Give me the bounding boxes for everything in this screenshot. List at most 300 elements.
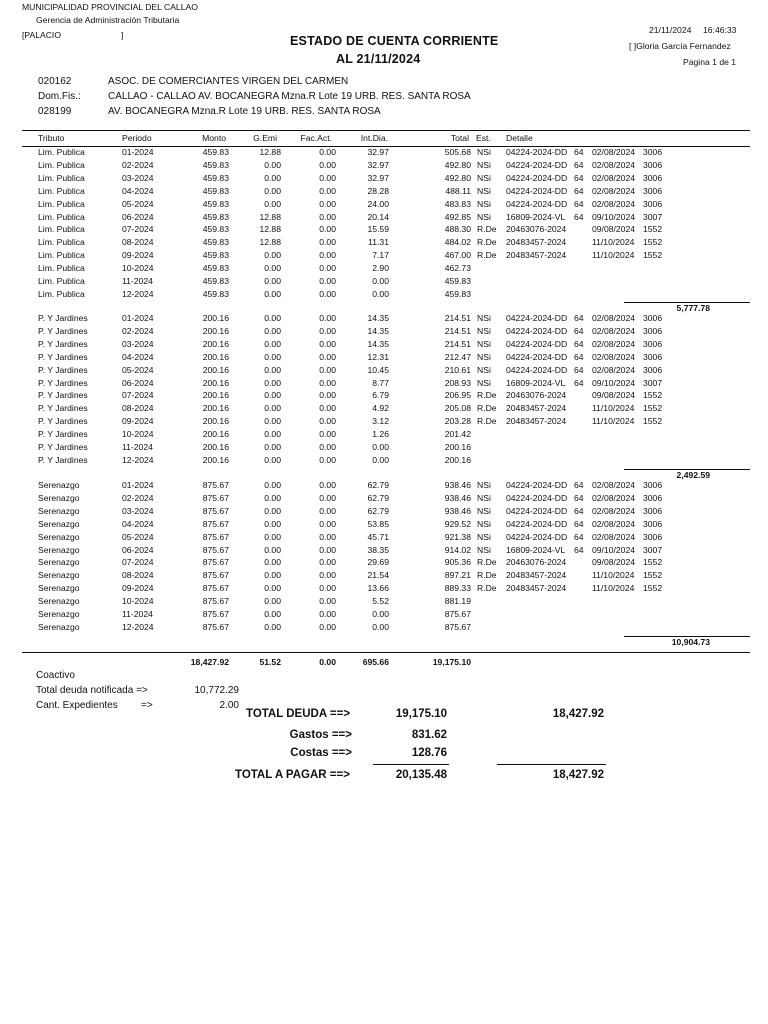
cell-monto: 875.67 [202, 518, 229, 529]
cell-detail-num: 3006 [643, 159, 663, 170]
cell-tributo: P. Y Jardines [38, 403, 88, 414]
cell-document: 04224-2024-DD [506, 147, 568, 157]
cell-tributo: Lim. Publica [38, 185, 85, 196]
cell-code: 64 [574, 364, 584, 375]
cell-tributo: Lim. Publica [38, 288, 85, 299]
cell-total: 205.08 [444, 403, 471, 414]
cell-int-dia: 20.14 [367, 211, 389, 222]
cell-fac-act: 0.00 [319, 390, 336, 401]
cell-g-emi: 0.00 [264, 531, 281, 542]
cell-detail-date: 02/08/2024 [592, 364, 636, 375]
cell-int-dia: 8.77 [372, 377, 389, 388]
cell-fac-act: 0.00 [319, 416, 336, 427]
cell-g-emi: 0.00 [264, 492, 281, 503]
cell-detail-date: 02/08/2024 [592, 338, 636, 349]
cell-fac-act: 0.00 [319, 621, 336, 632]
coactivo-label: Coactivo [36, 670, 75, 681]
cell-g-emi: 0.00 [264, 390, 281, 401]
print-time: 16:46:33 [703, 25, 737, 35]
total-rule-right [497, 764, 606, 765]
cell-tributo: Lim. Publica [38, 263, 85, 274]
cell-int-dia: 32.97 [367, 159, 389, 170]
cell-total: 492.80 [444, 159, 471, 170]
cell-code: 64 [574, 211, 584, 222]
cell-monto: 875.67 [202, 557, 229, 568]
grand-total-rule [22, 652, 750, 653]
cell-int-dia: 4.92 [372, 403, 389, 414]
cell-total: 875.67 [444, 609, 471, 619]
table-row [0, 352, 768, 365]
cell-g-emi: 0.00 [264, 185, 281, 196]
cell-total: 483.83 [444, 198, 471, 209]
table-row [0, 237, 768, 250]
cell-monto: 200.16 [202, 351, 229, 362]
cell-int-dia: 62.79 [367, 492, 389, 503]
cell-document: 20483457-2024 [506, 583, 567, 594]
cell-g-emi: 0.00 [264, 250, 281, 261]
cell-total: 200.16 [444, 442, 471, 452]
cell-total: 208.93 [444, 377, 471, 388]
cell-int-dia: 0.00 [372, 454, 389, 465]
cell-document: 04224-2024-DD [506, 492, 568, 503]
cell-monto: 459.83 [202, 276, 229, 286]
cell-g-emi: 0.00 [264, 351, 281, 362]
cell-detail-date: 02/08/2024 [592, 492, 636, 503]
cell-total: 492.85 [444, 211, 471, 222]
cell-detail-num: 3007 [643, 544, 663, 555]
cell-estado: NSi [477, 364, 491, 375]
cell-periodo: 01-2024 [122, 313, 154, 323]
cell-total: 200.16 [444, 454, 471, 465]
cell-total: 505.68 [444, 147, 471, 157]
cell-total: 492.80 [444, 172, 471, 183]
cell-estado: R.De [477, 557, 497, 568]
cell-int-dia: 32.97 [367, 147, 389, 157]
cell-estado: R.De [477, 224, 497, 235]
cell-periodo: 10-2024 [122, 596, 154, 607]
cell-document: 16809-2024-VL [506, 544, 566, 555]
cell-periodo: 09-2024 [122, 250, 154, 261]
cell-monto: 459.83 [202, 159, 229, 170]
cell-code: 64 [574, 544, 584, 555]
cell-estado: NSi [477, 159, 491, 170]
cell-tributo: Serenazgo [38, 492, 80, 503]
cell-periodo: 04-2024 [122, 185, 154, 196]
cell-tributo: P. Y Jardines [38, 442, 88, 452]
cell-document: 04224-2024-DD [506, 505, 568, 516]
cell-estado: R.De [477, 570, 497, 581]
cell-detail-date: 09/10/2024 [592, 544, 636, 555]
cell-periodo: 11-2024 [122, 442, 153, 452]
user-name: [ ]Gloria García Fernandez [629, 41, 731, 51]
cell-total: 201.42 [444, 429, 471, 440]
cell-total: 484.02 [444, 237, 471, 248]
cell-code: 64 [574, 531, 584, 542]
cell-detail-num: 3007 [643, 377, 663, 388]
fiscal-address-value: CALLAO - CALLAO AV. BOCANEGRA Mzna.R Lote 19 URB. RES. SANTA ROSA [108, 91, 471, 102]
cell-total: 462.73 [444, 263, 471, 274]
cell-document: 16809-2024-VL [506, 211, 566, 222]
group-subtotal: 5,777.78 [676, 303, 710, 313]
department-name: Gerencia de Administración Tributaria [36, 15, 180, 25]
cell-tributo: Lim. Publica [38, 250, 85, 261]
cell-tributo: Serenazgo [38, 480, 80, 490]
cell-int-dia: 62.79 [367, 505, 389, 516]
cell-monto: 200.16 [202, 377, 229, 388]
cell-g-emi: 0.00 [264, 403, 281, 414]
cell-fac-act: 0.00 [319, 313, 336, 323]
cell-int-dia: 13.66 [367, 583, 389, 594]
cell-detail-num: 3007 [643, 211, 663, 222]
cell-monto: 875.67 [202, 621, 229, 632]
table-row [0, 570, 768, 583]
total-to-pay-label: TOTAL A PAGAR ==> [235, 769, 350, 781]
cell-g-emi: 0.00 [264, 596, 281, 607]
cell-tributo: Serenazgo [38, 583, 80, 594]
cell-periodo: 03-2024 [122, 505, 154, 516]
cell-detail-num: 3006 [643, 492, 663, 503]
cell-tributo: Serenazgo [38, 505, 80, 516]
cell-fac-act: 0.00 [319, 596, 336, 607]
expenses-label: Gastos ==> [289, 729, 352, 741]
cell-int-dia: 53.85 [367, 518, 389, 529]
cell-monto: 200.16 [202, 325, 229, 336]
table-row [0, 403, 768, 416]
cell-g-emi: 12.88 [259, 211, 281, 222]
cell-tributo: Serenazgo [38, 557, 80, 568]
cell-tributo: P. Y Jardines [38, 377, 88, 388]
cell-int-dia: 5.52 [372, 596, 389, 607]
cell-monto: 875.67 [202, 492, 229, 503]
cell-monto: 875.67 [202, 505, 229, 516]
cell-monto: 875.67 [202, 583, 229, 594]
cell-total: 488.30 [444, 224, 471, 235]
office-label: [PALACIO [22, 30, 62, 40]
cell-tributo: Serenazgo [38, 570, 80, 581]
cell-periodo: 11-2024 [122, 609, 153, 619]
cell-fac-act: 0.00 [319, 557, 336, 568]
cell-int-dia: 14.35 [367, 338, 389, 349]
table-row [0, 339, 768, 352]
cell-estado: NSi [477, 313, 491, 323]
cell-monto: 459.83 [202, 263, 229, 274]
cell-monto: 459.83 [202, 250, 229, 261]
total-to-pay-value-b: 18,427.92 [552, 769, 604, 781]
cell-fac-act: 0.00 [319, 505, 336, 516]
cell-periodo: 01-2024 [122, 480, 154, 490]
cell-code: 64 [574, 505, 584, 516]
cell-g-emi: 0.00 [264, 288, 281, 299]
cell-detail-num: 1552 [643, 416, 663, 427]
cell-estado: R.De [477, 250, 497, 261]
cell-total: 897.21 [444, 570, 471, 581]
property-code: 028199 [38, 106, 72, 117]
table-row [0, 173, 768, 186]
cell-tributo: P. Y Jardines [38, 454, 88, 465]
cell-int-dia: 7.17 [372, 250, 389, 261]
cell-total: 488.11 [445, 185, 471, 196]
cell-int-dia: 10.45 [367, 364, 389, 375]
cell-detail-num: 3006 [643, 338, 663, 349]
cell-monto: 200.16 [202, 313, 229, 323]
cell-int-dia: 1.26 [372, 429, 389, 440]
cell-detail-num: 3006 [643, 172, 663, 183]
cell-int-dia: 0.00 [372, 288, 389, 299]
cell-periodo: 01-2024 [122, 147, 154, 157]
costs-value: 128.76 [411, 747, 447, 759]
table-top-rule [22, 130, 750, 131]
cell-g-emi: 12.88 [259, 147, 281, 157]
cell-estado: R.De [477, 237, 497, 248]
table-row [0, 199, 768, 212]
expenses-value: 831.62 [411, 729, 447, 741]
cell-detail-num: 3006 [643, 531, 663, 542]
cell-fac-act: 0.00 [319, 480, 336, 490]
cell-document: 04224-2024-DD [506, 480, 568, 490]
cell-monto: 200.16 [202, 454, 229, 465]
cell-document: 20463076-2024 [506, 390, 567, 401]
cell-fac-act: 0.00 [319, 492, 336, 503]
cell-document: 04224-2024-DD [506, 338, 568, 349]
notified-debt-value: 10,772.29 [194, 685, 239, 696]
cell-fac-act: 0.00 [319, 609, 336, 619]
cell-tributo: Lim. Publica [38, 237, 85, 248]
table-row [0, 442, 768, 455]
cell-monto: 459.83 [202, 288, 229, 299]
cell-periodo: 06-2024 [122, 377, 154, 388]
cell-int-dia: 0.00 [372, 442, 389, 452]
cell-fac-act: 0.00 [319, 237, 336, 248]
cell-monto: 459.83 [202, 198, 229, 209]
cell-fac-act: 0.00 [319, 518, 336, 529]
cell-int-dia: 24.00 [367, 198, 389, 209]
cell-document: 04224-2024-DD [506, 185, 568, 196]
table-row [0, 326, 768, 339]
cell-detail-num: 1552 [643, 403, 663, 414]
cell-g-emi: 0.00 [264, 621, 281, 632]
cell-tributo: Serenazgo [38, 609, 80, 619]
cell-tributo: Serenazgo [38, 531, 80, 542]
cell-fac-act: 0.00 [319, 288, 336, 299]
fiscal-address-label: Dom.Fis.: [38, 91, 81, 102]
cell-document: 20483457-2024 [506, 237, 567, 248]
cell-monto: 459.83 [202, 172, 229, 183]
cell-detail-date: 11/10/2024 [592, 237, 635, 248]
cell-g-emi: 0.00 [264, 442, 281, 452]
column-header: Int.Dia. [360, 133, 388, 143]
cell-document: 04224-2024-DD [506, 351, 568, 362]
cell-periodo: 09-2024 [122, 416, 154, 427]
cell-tributo: Lim. Publica [38, 198, 85, 209]
cell-detail-date: 11/10/2024 [592, 583, 635, 594]
cell-int-dia: 21.54 [367, 570, 389, 581]
cell-document: 20483457-2024 [506, 416, 567, 427]
grand-monto: 18,427.92 [190, 657, 229, 667]
total-debt-label: TOTAL DEUDA ==> [246, 708, 351, 720]
cell-fac-act: 0.00 [319, 364, 336, 375]
cell-g-emi: 0.00 [264, 313, 281, 323]
cell-tributo: Lim. Publica [38, 147, 85, 157]
cell-detail-date: 11/10/2024 [592, 250, 635, 261]
cell-estado: R.De [477, 390, 497, 401]
cell-detail-date: 11/10/2024 [592, 570, 635, 581]
cell-tributo: Lim. Publica [38, 172, 85, 183]
cell-estado: NSi [477, 492, 491, 503]
cell-periodo: 09-2024 [122, 583, 154, 594]
files-count-value: 2.00 [219, 700, 239, 711]
cell-fac-act: 0.00 [319, 250, 336, 261]
cell-detail-date: 02/08/2024 [592, 505, 636, 516]
cell-periodo: 02-2024 [122, 492, 154, 503]
cell-total: 889.33 [444, 583, 471, 594]
cell-estado: NSi [477, 338, 491, 349]
cell-detail-date: 02/08/2024 [592, 147, 636, 157]
table-row [0, 186, 768, 199]
page-number: Pagina 1 de 1 [683, 57, 737, 67]
cell-g-emi: 0.00 [264, 263, 281, 274]
cell-periodo: 02-2024 [122, 159, 154, 170]
cell-periodo: 06-2024 [122, 211, 154, 222]
cell-code: 64 [574, 492, 584, 503]
table-row [0, 545, 768, 558]
cell-code: 64 [574, 325, 584, 336]
document-title: ESTADO DE CUENTA CORRIENTE [290, 34, 499, 48]
cell-g-emi: 0.00 [264, 557, 281, 568]
cell-detail-date: 09/08/2024 [592, 224, 636, 235]
cell-fac-act: 0.00 [319, 224, 336, 235]
cell-estado: NSi [477, 185, 491, 196]
grand-total: 19,175.10 [432, 657, 471, 667]
total-debt-value: 19,175.10 [395, 708, 447, 720]
cell-document: 04224-2024-DD [506, 325, 568, 336]
cell-document: 04224-2024-DD [506, 313, 568, 323]
cell-g-emi: 12.88 [259, 224, 281, 235]
cell-monto: 200.16 [202, 364, 229, 375]
cell-code: 64 [574, 480, 584, 490]
cell-tributo: Serenazgo [38, 518, 80, 529]
column-header: Monto [202, 133, 226, 143]
table-row [0, 429, 768, 442]
cell-tributo: P. Y Jardines [38, 429, 88, 440]
cell-detail-num: 3006 [643, 364, 663, 375]
grand-intdia: 695.66 [362, 657, 389, 667]
cell-detail-num: 3006 [643, 351, 663, 362]
group-subtotal: 10,904.73 [671, 637, 710, 647]
cell-estado: NSi [477, 325, 491, 336]
cell-fac-act: 0.00 [319, 159, 336, 170]
cell-estado: NSi [477, 505, 491, 516]
cell-detail-date: 02/08/2024 [592, 325, 636, 336]
cell-g-emi: 0.00 [264, 570, 281, 581]
cell-detail-num: 1552 [643, 557, 663, 568]
cell-estado: NSi [477, 377, 491, 388]
cell-estado: NSi [477, 198, 491, 209]
cell-total: 210.61 [444, 364, 471, 375]
cell-fac-act: 0.00 [319, 147, 336, 157]
cell-int-dia: 45.71 [367, 531, 389, 542]
cell-monto: 459.83 [202, 224, 229, 235]
cell-document: 04224-2024-DD [506, 518, 568, 529]
cell-document: 20463076-2024 [506, 557, 567, 568]
table-row [0, 147, 768, 160]
cell-estado: NSi [477, 518, 491, 529]
cell-total: 905.36 [444, 557, 471, 568]
column-header: Est. [476, 133, 491, 143]
cell-periodo: 10-2024 [122, 429, 154, 440]
cell-total: 214.51 [444, 325, 471, 336]
table-row [0, 583, 768, 596]
cell-g-emi: 12.88 [259, 237, 281, 248]
cell-g-emi: 0.00 [264, 377, 281, 388]
files-count-label: Cant. Expedientes [36, 700, 118, 711]
cell-int-dia: 28.28 [367, 185, 389, 196]
cell-monto: 200.16 [202, 390, 229, 401]
cell-g-emi: 0.00 [264, 583, 281, 594]
table-row [0, 365, 768, 378]
cell-detail-date: 11/10/2024 [592, 403, 635, 414]
cell-g-emi: 0.00 [264, 276, 281, 286]
cell-tributo: Serenazgo [38, 621, 80, 632]
cell-fac-act: 0.00 [319, 172, 336, 183]
column-header: G.Emi [253, 133, 277, 143]
cell-total: 214.51 [444, 338, 471, 349]
cell-int-dia: 62.79 [367, 480, 389, 490]
cell-detail-date: 09/10/2024 [592, 211, 636, 222]
cell-tributo: Serenazgo [38, 544, 80, 555]
cell-g-emi: 0.00 [264, 198, 281, 209]
table-row [0, 416, 768, 429]
cell-document: 04224-2024-DD [506, 531, 568, 542]
cell-g-emi: 0.00 [264, 338, 281, 349]
table-row [0, 506, 768, 519]
cell-detail-num: 3006 [643, 505, 663, 516]
cell-total: 875.67 [444, 621, 471, 632]
cell-detail-num: 3006 [643, 325, 663, 336]
office-bracket: ] [121, 30, 124, 40]
cell-monto: 875.67 [202, 544, 229, 555]
table-row [0, 455, 768, 468]
cell-periodo: 05-2024 [122, 364, 154, 375]
cell-periodo: 06-2024 [122, 544, 154, 555]
cell-total: 206.95 [444, 390, 471, 401]
column-header: Fac.Act. [300, 133, 332, 143]
cell-monto: 200.16 [202, 403, 229, 414]
cell-document: 04224-2024-DD [506, 172, 568, 183]
cell-g-emi: 0.00 [264, 609, 281, 619]
cell-monto: 875.67 [202, 596, 229, 607]
cell-detail-num: 3006 [643, 518, 663, 529]
cell-detail-date: 02/08/2024 [592, 185, 636, 196]
cell-g-emi: 0.00 [264, 159, 281, 170]
cell-detail-num: 1552 [643, 224, 663, 235]
total-debt-value-b: 18,427.92 [552, 708, 604, 720]
cell-tributo: P. Y Jardines [38, 416, 88, 427]
cell-tributo: P. Y Jardines [38, 351, 88, 362]
cell-code: 64 [574, 159, 584, 170]
property-address: AV. BOCANEGRA Mzna.R Lote 19 URB. RES. SANTA ROSA [108, 106, 381, 117]
cell-g-emi: 0.00 [264, 325, 281, 336]
column-header: Total [450, 133, 469, 143]
total-rule-left [373, 764, 449, 765]
cell-tributo: P. Y Jardines [38, 325, 88, 336]
cell-fac-act: 0.00 [319, 583, 336, 594]
cell-monto: 875.67 [202, 570, 229, 581]
cell-total: 929.52 [444, 518, 471, 529]
cell-detail-num: 3006 [643, 147, 663, 157]
column-header: Tributo [38, 133, 65, 143]
table-row [0, 160, 768, 173]
cell-document: 04224-2024-DD [506, 159, 568, 170]
